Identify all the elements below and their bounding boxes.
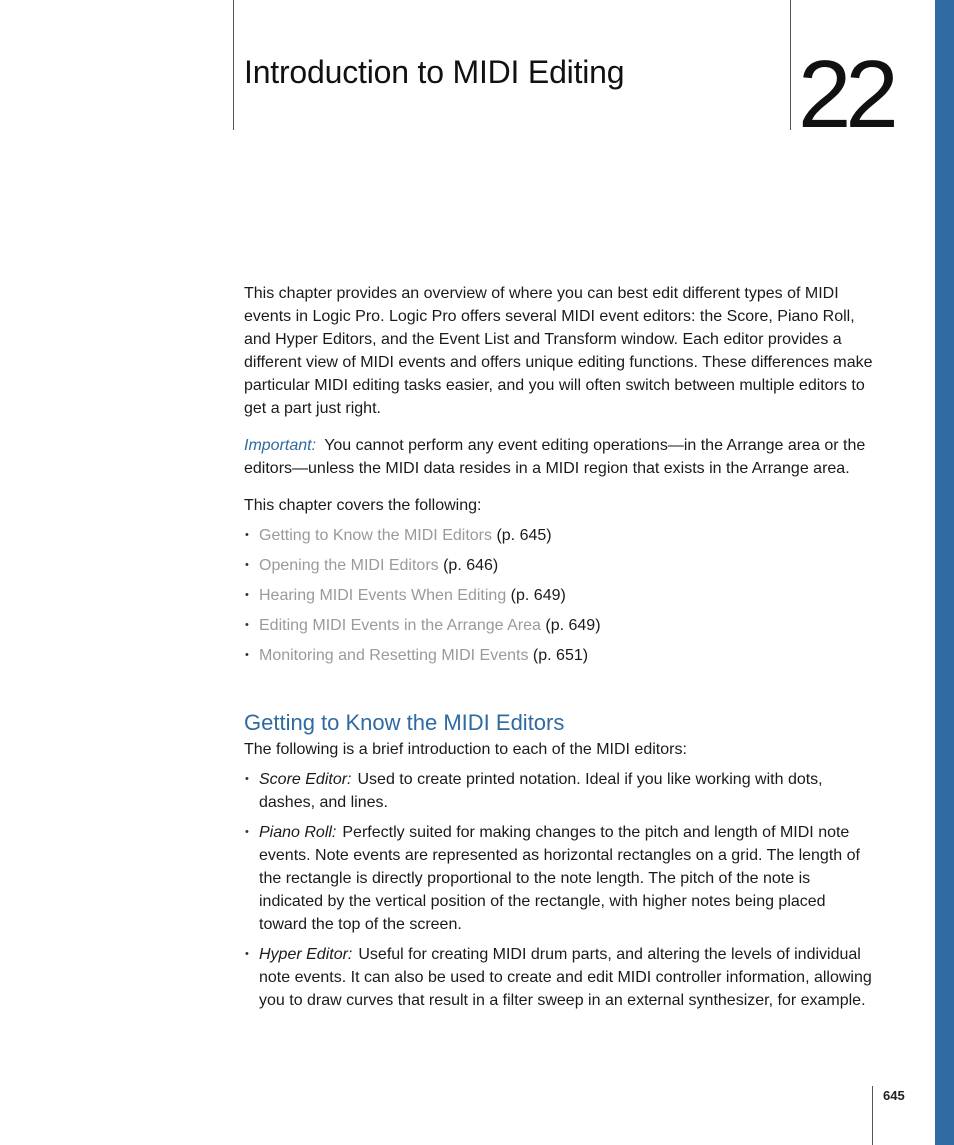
- definition-text: Used to create printed notation. Ideal if you like working with dots, dashes, and lines.: [259, 771, 823, 811]
- toc-page: (p. 645): [496, 527, 552, 544]
- side-color-bar: [935, 0, 954, 1145]
- toc-link[interactable]: Monitoring and Resetting MIDI Events: [259, 647, 529, 664]
- toc-item: [244, 524, 876, 554]
- definition-term: Hyper Editor:: [259, 946, 353, 963]
- header-rule-left: [233, 0, 234, 130]
- toc-page: (p. 649): [510, 587, 566, 604]
- toc-link[interactable]: Getting to Know the MIDI Editors: [259, 527, 492, 544]
- footer-rule: [872, 1086, 873, 1145]
- important-label: Important:: [244, 437, 317, 454]
- header-rule-right: [790, 0, 791, 130]
- chapter-title: Introduction to MIDI Editing: [244, 54, 625, 90]
- chapter-number: 22: [798, 41, 893, 148]
- definition-item: [244, 768, 876, 814]
- toc-item: [244, 614, 876, 644]
- definition-item: [244, 821, 876, 936]
- toc-page: (p. 646): [443, 557, 499, 574]
- section-heading: Getting to Know the MIDI Editors: [244, 710, 565, 735]
- main-content: [244, 282, 876, 1019]
- important-text: You cannot perform any event editing operations—in the Arrange area or the editors—unless the MIDI data resides in a MIDI region that exists in the Arrange area.: [244, 437, 866, 477]
- toc-item: [244, 584, 876, 614]
- toc-link[interactable]: Hearing MIDI Events When Editing: [259, 587, 507, 604]
- section-intro: The following is a brief introduction to each of the MIDI editors:: [244, 741, 687, 758]
- toc-list: [244, 524, 876, 674]
- important-note: [244, 434, 876, 480]
- definition-text: Useful for creating MIDI drum parts, and altering the levels of individual note events. It can also be used to create and edit MIDI controller information, allowing you to draw curves that result in a filter sweep in an external synthesizer, for example.: [259, 946, 872, 1009]
- toc-item: [244, 554, 876, 584]
- toc-item: [244, 644, 876, 674]
- definition-term: Piano Roll:: [259, 824, 337, 841]
- toc-page: (p. 649): [545, 617, 601, 634]
- intro-paragraph: This chapter provides an overview of where you can best edit different types of MIDI events in Logic Pro. Logic Pro offers several MIDI event editors: the Score, Piano Roll, and Hyper Editors, and the Event List and Transform window. Each editor provides a different view of MIDI events and offers unique editing functions. These differences make particular MIDI editing tasks easier, and you will often switch between multiple editors to get a part just right.: [244, 285, 873, 417]
- page-number: 645: [883, 1088, 905, 1103]
- definition-text: Perfectly suited for making changes to the pitch and length of MIDI note events. Note events are represented as horizontal rectangles on a grid. The length of the rectangle is directly proportional to the note length. The pitch of the note is indicated by the vertical position of the rectangle, with higher notes being placed toward the top of the screen.: [259, 824, 860, 933]
- definition-item: [244, 943, 876, 1012]
- editor-definition-list: [244, 768, 876, 1012]
- toc-link[interactable]: Opening the MIDI Editors: [259, 557, 439, 574]
- definition-term: Score Editor:: [259, 771, 352, 788]
- toc-intro: This chapter covers the following:: [244, 497, 482, 514]
- toc-link[interactable]: Editing MIDI Events in the Arrange Area: [259, 617, 541, 634]
- toc-page: (p. 651): [532, 647, 589, 664]
